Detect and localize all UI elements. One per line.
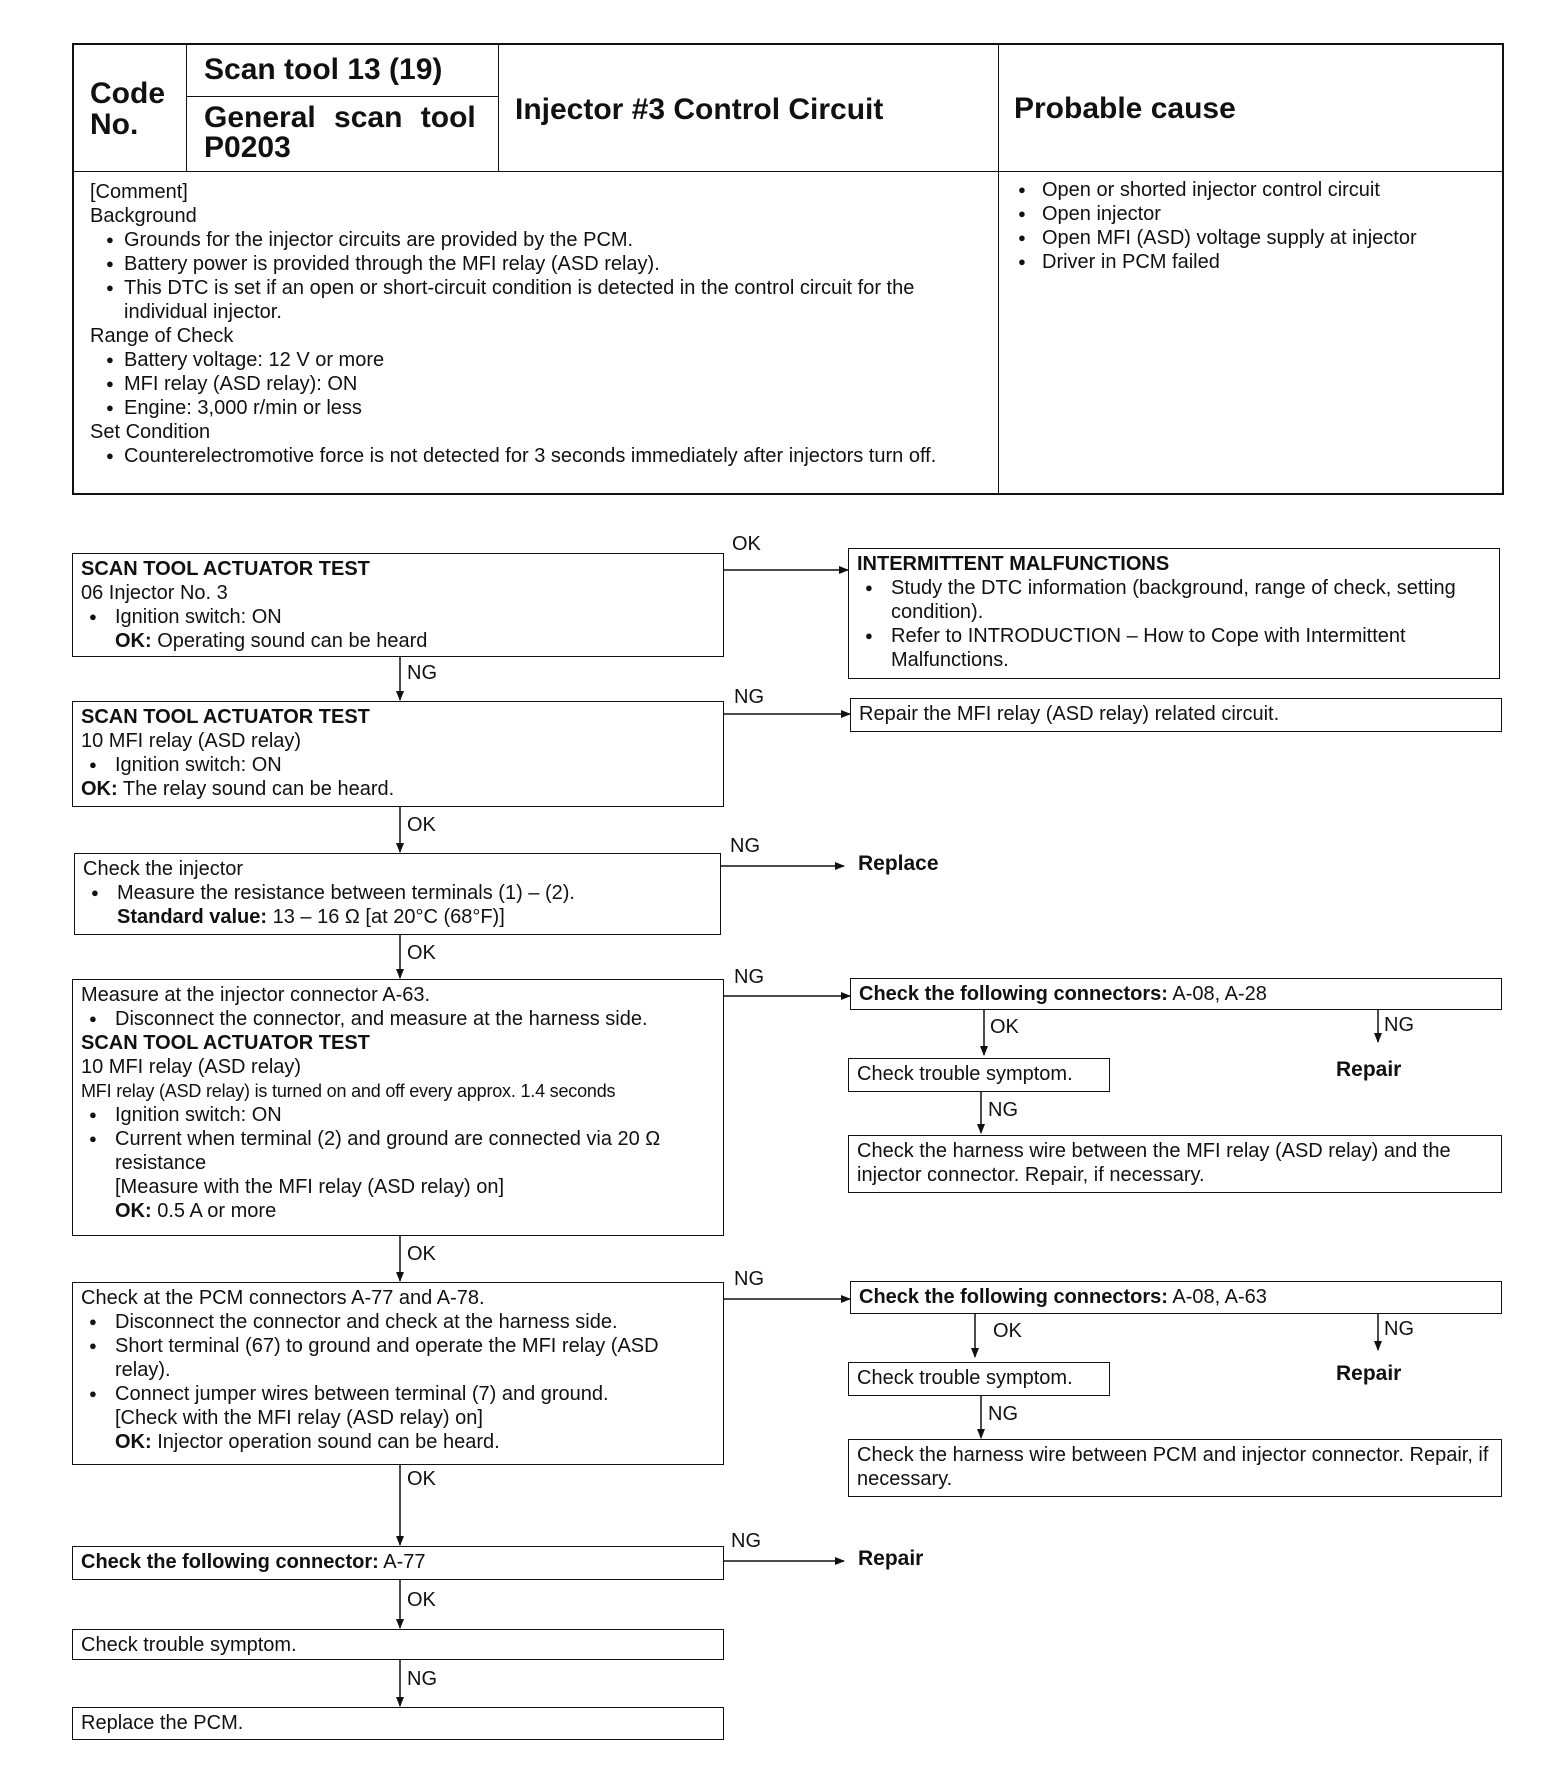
ng-label: NG (407, 662, 437, 684)
step-bullet: ● Short terminal (67) to ground and operate the MFI relay (ASD relay). (81, 1334, 715, 1382)
step-title: SCAN TOOL ACTUATOR TEST (81, 1032, 370, 1054)
symptom-text: Check trouble symptom. (857, 1367, 1073, 1389)
comment-label: [Comment] (90, 181, 188, 203)
repair-result-3: Repair (858, 1547, 924, 1570)
range-label: Range of Check (90, 325, 234, 347)
ng-label: NG (1384, 1014, 1414, 1036)
step-note: [Check with the MFI relay (ASD relay) on] (115, 1407, 483, 1429)
ng-label: NG (730, 835, 760, 857)
ng-label: NG (988, 1403, 1018, 1425)
ng-label: NG (734, 1268, 764, 1290)
step-ok-criteria: OK: Operating sound can be heard (115, 630, 428, 652)
cause-item: ● Open or shorted injector control circuit (1004, 178, 1494, 202)
background-item: ● Grounds for the injector circuits are provided by the PCM. (90, 228, 990, 252)
step-line: MFI relay (ASD relay) is turned on and off every approx. 1.4 seconds (81, 1081, 616, 1101)
step-actuator-test-injector (72, 553, 724, 657)
range-item: ● Engine: 3,000 r/min or less (90, 396, 990, 420)
cause-item: ● Driver in PCM failed (1004, 250, 1494, 274)
range-item: ● MFI relay (ASD relay): ON (90, 372, 990, 396)
symptom-text: Check trouble symptom. (81, 1634, 297, 1656)
repair-result-1: Repair (1336, 1058, 1402, 1081)
ng-label: NG (988, 1099, 1018, 1121)
check-harness-box-2 (848, 1439, 1502, 1497)
ng-label: NG (407, 1668, 437, 1690)
ok-label: OK (993, 1320, 1022, 1342)
step-note: [Measure with the MFI relay (ASD relay) on] (115, 1176, 505, 1198)
step-bullet: ● Current when terminal (2) and ground are connected via 20 Ω resistance (81, 1127, 715, 1175)
ok-label: OK (990, 1016, 1019, 1038)
cause-item: ● Open MFI (ASD) voltage supply at injector (1004, 226, 1494, 250)
step-ok-criteria: OK: The relay sound can be heard. (81, 778, 395, 800)
step-bullet: ● Ignition switch: ON (81, 1103, 715, 1127)
step-check-injector (74, 853, 721, 935)
scan-tool-code: Scan tool 13 (19) (204, 53, 443, 86)
step-replace-pcm (72, 1707, 724, 1740)
ok-label: OK (407, 1468, 436, 1490)
ok-label: OK (407, 814, 436, 836)
step-title: SCAN TOOL ACTUATOR TEST (81, 706, 370, 728)
step-line: 10 MFI relay (ASD relay) (81, 730, 302, 752)
step-line: Check at the PCM connectors A-77 and A-78. (81, 1287, 485, 1309)
code-no-label: Code No. (90, 77, 165, 141)
intermittent-title: INTERMITTENT MALFUNCTIONS (857, 553, 1170, 575)
background-item: ● Battery power is provided through the MFI relay (ASD relay). (90, 252, 990, 276)
set-condition-item: ● Counterelectromotive force is not detected for 3 seconds immediately after injectors turn off. (90, 444, 990, 468)
step-ok-criteria: OK: 0.5 A or more (115, 1200, 277, 1222)
ok-label: OK (732, 533, 761, 555)
step-standard-value: Standard value: 13 – 16 Ω [at 20°C (68°F)] (117, 906, 505, 928)
step-ok-criteria: OK: Injector operation sound can be heard. (115, 1431, 500, 1453)
step-check-connector-a77: Check the following connector: A-77 (72, 1546, 724, 1580)
check-connectors-box-2: Check the following connectors: A-08, A-63 (850, 1281, 1502, 1314)
ok-label: OK (407, 1243, 436, 1265)
set-condition-label: Set Condition (90, 421, 211, 443)
step-check-pcm-connectors (72, 1282, 724, 1465)
probable-cause-title: Probable cause (1014, 92, 1236, 125)
step-bullet: ● Connect jumper wires between terminal (7) and ground. (81, 1382, 715, 1406)
harness-text: Check the harness wire between the MFI relay (ASD relay) and the injector connector. Repair, if necessary. (857, 1140, 1451, 1186)
background-item: ● This DTC is set if an open or short-circuit condition is detected in the control circuit for the individual injector. (90, 276, 990, 324)
step-line: Measure at the injector connector A-63. (81, 984, 431, 1006)
step-line: 06 Injector No. 3 (81, 582, 228, 604)
step-line: 10 MFI relay (ASD relay) (81, 1056, 302, 1078)
general-scan-tool-code: General scan tool P0203 (204, 101, 476, 164)
check-trouble-symptom-box-1 (848, 1058, 1110, 1092)
range-item: ● Battery voltage: 12 V or more (90, 348, 990, 372)
step-measure-injector-connector (72, 979, 724, 1236)
ng-label: NG (731, 1530, 761, 1552)
replace-pcm-text: Replace the PCM. (81, 1712, 244, 1734)
check-trouble-symptom-box-2 (848, 1362, 1110, 1396)
step-bullet: ● Measure the resistance between terminals (1) – (2). (83, 881, 712, 905)
harness-text: Check the harness wire between PCM and injector connector. Repair, if necessary. (857, 1444, 1489, 1490)
step-bullet: ● Ignition switch: ON (81, 753, 715, 777)
repair-mfi-text: Repair the MFI relay (ASD relay) related circuit. (859, 703, 1280, 725)
repair-result-2: Repair (1336, 1362, 1402, 1385)
step-line: Check the injector (83, 858, 244, 880)
ng-label: NG (734, 966, 764, 988)
background-label: Background (90, 205, 197, 227)
replace-result: Replace (858, 852, 939, 875)
step-check-trouble-symptom (72, 1629, 724, 1660)
step-bullet: ● Disconnect the connector, and measure at the harness side. (81, 1007, 715, 1031)
dtc-title: Injector #3 Control Circuit (515, 93, 884, 126)
step-bullet: ● Ignition switch: ON (81, 605, 715, 629)
symptom-text: Check trouble symptom. (857, 1063, 1073, 1085)
cause-item: ● Open injector (1004, 202, 1494, 226)
step-actuator-test-mfi-relay (72, 701, 724, 807)
ng-label: NG (1384, 1318, 1414, 1340)
intermittent-malfunctions-box (848, 548, 1500, 679)
intermittent-item: ● Study the DTC information (background, range of check, setting condition). (857, 576, 1491, 624)
step-title: SCAN TOOL ACTUATOR TEST (81, 558, 370, 580)
check-connectors-box-1: Check the following connectors: A-08, A-28 (850, 978, 1502, 1010)
ok-label: OK (407, 1589, 436, 1611)
check-harness-box-1 (848, 1135, 1502, 1193)
intermittent-item: ● Refer to INTRODUCTION – How to Cope with Intermittent Malfunctions. (857, 624, 1491, 672)
repair-mfi-circuit-box (850, 698, 1502, 732)
ok-label: OK (407, 942, 436, 964)
step-bullet: ● Disconnect the connector and check at the harness side. (81, 1310, 715, 1334)
ng-label: NG (734, 686, 764, 708)
